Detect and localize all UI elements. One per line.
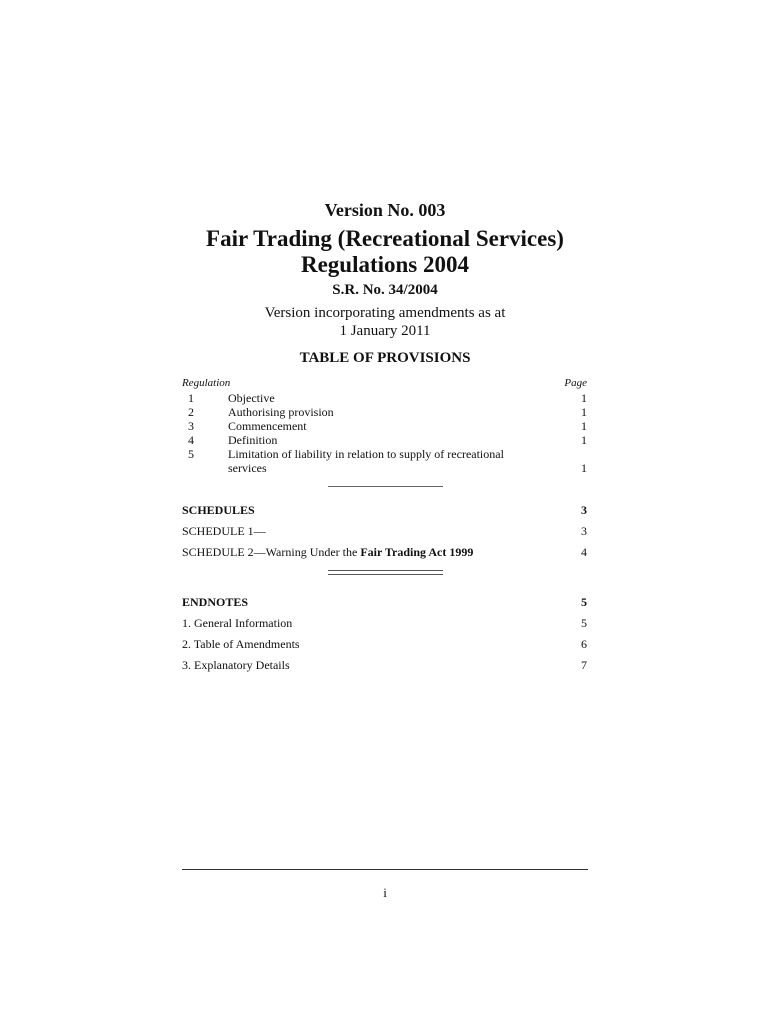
provision-number: 3 (188, 419, 194, 433)
endnotes-heading-label: ENDNOTES (182, 595, 249, 609)
column-heading-page: Page (564, 377, 587, 389)
amendment-line-2: 1 January 2011 (339, 323, 431, 339)
provision-page: 1 (581, 461, 587, 475)
page-number: i (383, 885, 387, 900)
provision-number: 4 (188, 433, 194, 447)
document-title (0, 226, 770, 278)
schedule-label: SCHEDULE 1— (182, 524, 266, 538)
title-line-2: Regulations 2004 (300, 252, 470, 277)
toc-heading: TABLE OF PROVISIONS (299, 350, 471, 366)
schedules-heading-label: SCHEDULES (182, 503, 255, 517)
amendment-line-1: Version incorporating amendments as at (264, 305, 506, 321)
provision-page: 1 (581, 391, 587, 405)
endnote-page: 7 (581, 658, 587, 672)
provision-page: 1 (581, 419, 587, 433)
endnote-page: 5 (581, 616, 587, 630)
amendment-note (0, 304, 770, 340)
provision-title: Authorising provision (228, 405, 334, 419)
provision-title: Objective (228, 391, 275, 405)
provision-page: 1 (581, 405, 587, 419)
provision-title: Limitation of liability in relation to supply of recreational (228, 447, 504, 461)
footer-rule (182, 869, 588, 870)
provision-number: 5 (188, 447, 194, 461)
endnote-label: 2. Table of Amendments (182, 637, 300, 651)
schedule-label (182, 545, 473, 559)
act-name: Fair Trading Act 1999 (360, 545, 474, 559)
provision-page: 1 (581, 433, 587, 447)
provision-title-continued: services (228, 461, 267, 475)
endnote-page: 6 (581, 637, 587, 651)
endnote-label: 3. Explanatory Details (182, 658, 290, 672)
schedules-heading-page: 3 (581, 503, 587, 517)
endnotes-heading-page: 5 (581, 595, 587, 609)
title-line-1: Fair Trading (Recreational Services) (206, 226, 564, 251)
provision-title: Definition (228, 433, 278, 447)
version-number: Version No. 003 (324, 200, 446, 220)
provision-number: 1 (188, 391, 194, 405)
section-divider (328, 486, 443, 487)
sr-number: S.R. No. 34/2004 (332, 282, 438, 298)
endnote-label: 1. General Information (182, 616, 293, 630)
schedule-label-prefix: SCHEDULE 2—Warning Under the (182, 545, 361, 559)
schedule-page: 3 (581, 524, 587, 538)
provision-title: Commencement (228, 419, 307, 433)
provision-number: 2 (188, 405, 194, 419)
column-heading-regulation: Regulation (182, 377, 231, 389)
schedule-page: 4 (581, 545, 587, 559)
double-divider (328, 570, 443, 575)
